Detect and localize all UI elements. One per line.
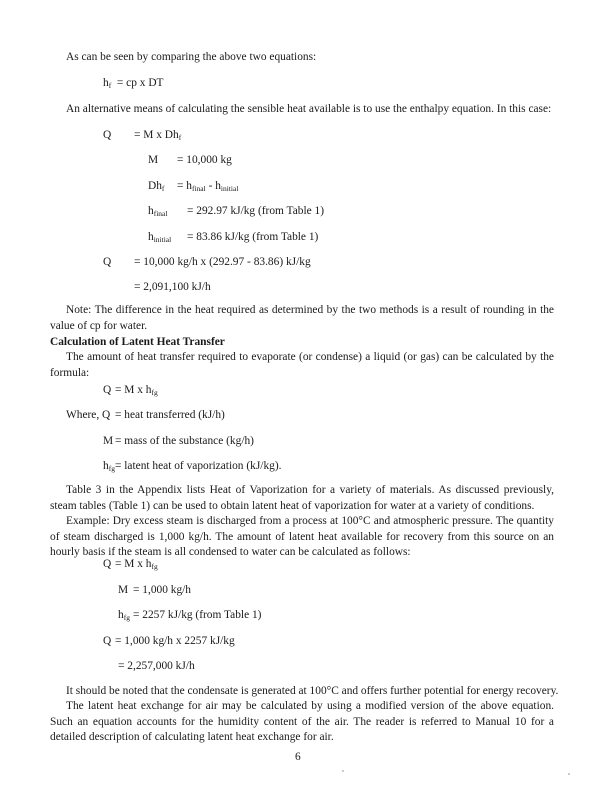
eq3-q3-rhs: = 2,257,000 kJ/h: [118, 660, 195, 672]
eq1-hfinal-lhs: $h_{final}$: [148, 205, 168, 218]
equation-hf: $h_f$ = cp x DT: [103, 77, 164, 90]
eq2-where-rhs: = heat transferred (kJ/h): [115, 409, 225, 421]
section-heading: Calculation of Latent Heat Transfer: [50, 336, 225, 348]
scan-speck: [568, 773, 570, 775]
eq2-where-lhs: Where, Q: [66, 409, 111, 421]
eq3-q-lhs: Q: [103, 558, 112, 570]
eq1-q-lhs: Q: [103, 129, 112, 141]
alternative-paragraph: An alternative means of calculating the sensible heat available is to use the enthalpy equation. In this case:: [66, 103, 552, 115]
eq2-q-rhs: = M x $h_{fg}$: [115, 384, 158, 397]
eq2-q-lhs: Q: [103, 384, 112, 396]
eq1-hinitial-lhs: $h_{initial}$: [148, 231, 172, 244]
eq3-hfg-lhs: $h_{fg}$: [118, 609, 130, 622]
eq3-q-rhs: = M x $h_{fg}$: [115, 558, 158, 571]
eq1-hinitial-rhs: = 83.86 kJ/kg (from Table 1): [187, 231, 319, 243]
air-paragraph: The latent heat exchange for air may be calculated by using a modified version of the above equation. Such an equation accounts for the humidity content of the air. The reader is referred to Manual 10 for a detailed description of calculating latent heat exchange for air.: [50, 700, 554, 743]
eq1-dh-rhs: = $h_{final} - h_{initial}$: [177, 180, 239, 193]
eq1-dh-lhs: $Dh_f$: [148, 180, 165, 193]
note-paragraph: Note: The difference in the heat required as determined by the two methods is a result of rounding in the value of cp for water.: [50, 304, 554, 332]
eq3-q2-lhs: Q: [103, 635, 112, 647]
eq2-hfg-lhs: $h_{fg}$: [103, 460, 115, 473]
eq1-q2-lhs: Q: [103, 256, 112, 268]
eq2-m-rhs: = mass of the substance (kg/h): [115, 435, 254, 447]
eq3-hfg-rhs: = 2257 kJ/kg (from Table 1): [133, 609, 262, 621]
eq2-hfg-rhs: = latent heat of vaporization (kJ/kg).: [115, 460, 282, 472]
eq3-m-lhs: M: [118, 584, 129, 596]
example-paragraph: Example: Dry excess steam is discharged from a process at 100°C and atmospheric pressure. The quantity of steam discharged is 1,000 kg/h. The amount of latent heat available for recovery from this source on an hourly basis if the steam is all condensed to water can be calculated as follows:: [50, 515, 554, 558]
intro-paragraph: As can be seen by comparing the above two equations:: [66, 51, 317, 63]
condensate-paragraph: It should be noted that the condensate is generated at 100°C and offers further potential for energy recovery.: [66, 685, 559, 697]
eq3-m-rhs: = 1,000 kg/h: [133, 584, 191, 596]
eq1-q3-rhs: = 2,091,100 kJ/h: [134, 281, 211, 293]
table3-paragraph: Table 3 in the Appendix lists Heat of Vaporization for a variety of materials. As discussed previously, steam tables (Table 1) can be used to obtain latent heat of vaporization for water at a variety of conditions.: [50, 484, 554, 512]
eq3-q2-rhs: = 1,000 kg/h x 2257 kJ/kg: [115, 635, 235, 647]
scan-speck: [342, 770, 344, 772]
page-number: 6: [295, 751, 301, 763]
eq1-m-rhs: = 10,000 kg: [177, 154, 232, 166]
eq2-m-lhs: M: [103, 435, 114, 447]
eq1-q2-rhs: = 10,000 kg/h x (292.97 - 83.86) kJ/kg: [134, 256, 311, 268]
eq1-q-rhs: = M x $Dh_f$: [134, 129, 182, 142]
eq1-m-lhs: M: [148, 154, 159, 166]
eq1-hfinal-rhs: = 292.97 kJ/kg (from Table 1): [187, 205, 325, 217]
amount-paragraph: The amount of heat transfer required to evaporate (or condense) a liquid (or gas) can be calculated by the formula:: [50, 351, 554, 379]
